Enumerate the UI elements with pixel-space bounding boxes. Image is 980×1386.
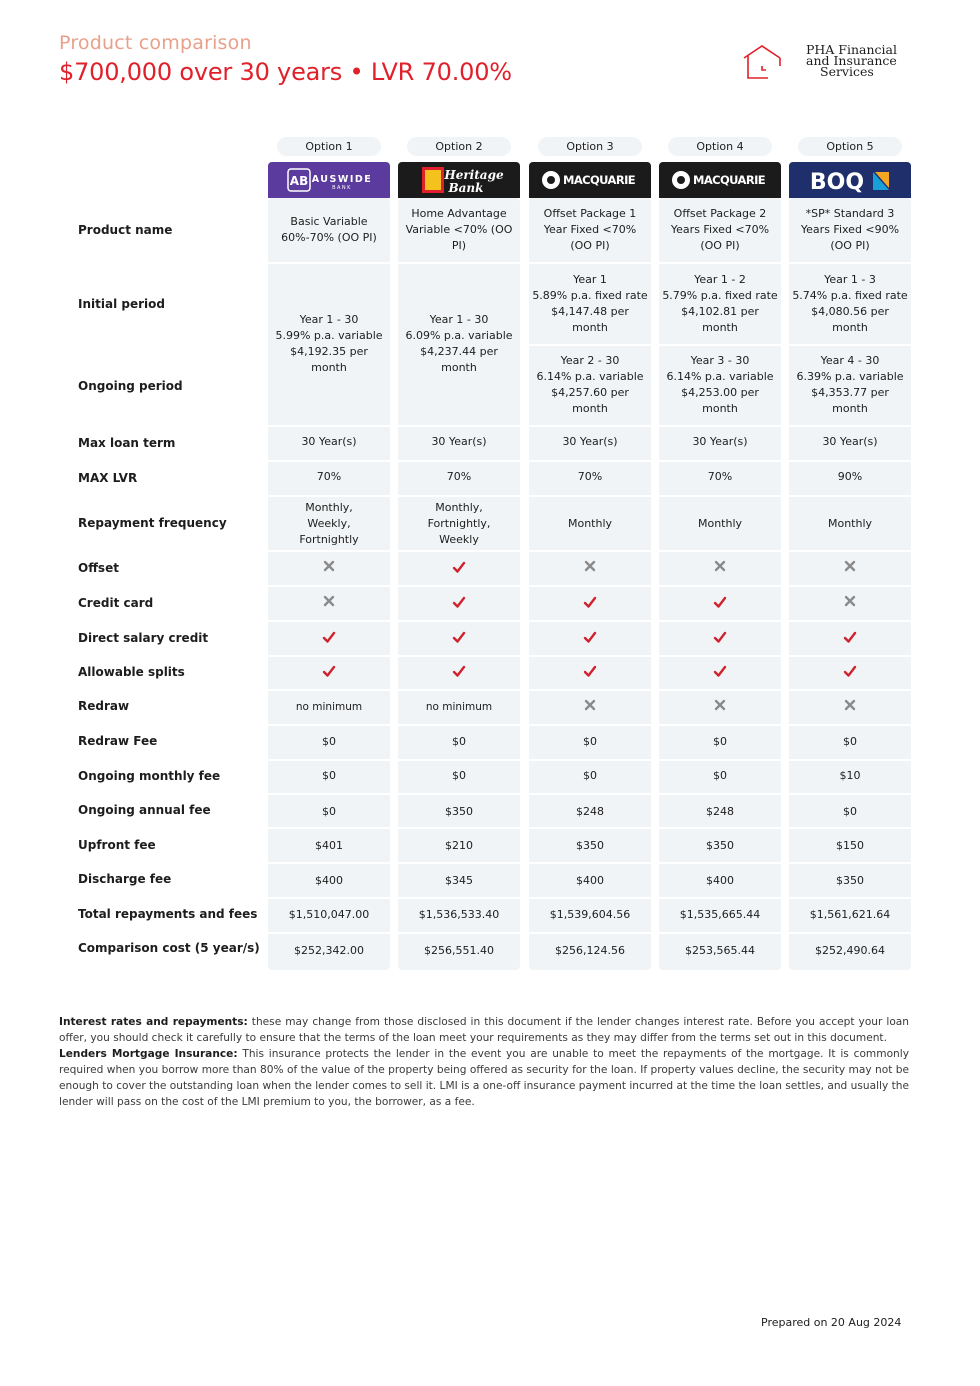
repayment-frequency-line: Monthly xyxy=(697,517,743,530)
row-divider xyxy=(398,655,520,657)
product-name-line: Basic Variable xyxy=(290,215,368,228)
period-details-line: $4,192.35 per xyxy=(290,345,368,358)
check-icon xyxy=(398,630,520,646)
max-lvr: 90% xyxy=(837,470,863,483)
auswide-logo-mark: AB xyxy=(289,174,309,188)
row-label-ongoing-period: Ongoing period xyxy=(78,379,183,393)
row-label-product-name: Product name xyxy=(78,223,173,237)
ongoing-period-line: 6.14% p.a. variable xyxy=(666,370,774,383)
row-divider xyxy=(789,759,911,761)
row-label-comparison-cost: Comparison cost (5 year/s) xyxy=(78,941,260,955)
cross-icon xyxy=(529,560,651,576)
comparison-cost: $253,565.44 xyxy=(685,944,755,957)
ongoing-annual-fee: $350 xyxy=(445,805,473,818)
row-divider xyxy=(659,897,781,899)
discharge-fee: $400 xyxy=(576,874,604,887)
row-divider xyxy=(268,620,390,622)
cross-icon xyxy=(789,560,911,576)
ongoing-period-line: month xyxy=(832,402,868,415)
row-divider xyxy=(398,827,520,829)
lender-logo xyxy=(398,162,520,198)
period-details-line: month xyxy=(311,361,347,374)
product-name-line: Years Fixed <70% xyxy=(670,223,770,236)
row-divider xyxy=(789,344,911,346)
row-divider xyxy=(789,862,911,864)
discharge-fee: $400 xyxy=(315,874,343,887)
period-details-line: Year 1 - 30 xyxy=(299,313,359,326)
rates-note-text: these may change from those disclosed in this document if the lender changes interest rate. Before you accept your loan offer, you should check it carefully to ensure that the terms of the loan meet your requirements as they may differ from the terms set out in this document. xyxy=(59,1016,910,1044)
repayment-frequency xyxy=(529,516,651,532)
initial-period-line: Year 1 - 2 xyxy=(694,273,746,286)
row-divider xyxy=(268,262,390,264)
row-divider xyxy=(789,460,911,462)
row-divider xyxy=(659,932,781,934)
initial-period-line: month xyxy=(832,321,868,334)
row-divider xyxy=(789,655,911,657)
boq-logo-text: BOQ xyxy=(809,170,865,195)
ongoing-period xyxy=(659,353,781,417)
total-repayments: $1,536,533.40 xyxy=(418,908,500,921)
discharge-fee: $345 xyxy=(445,874,473,887)
period-details xyxy=(398,312,520,376)
cross-icon xyxy=(659,699,781,715)
row-divider xyxy=(529,460,651,462)
row-divider xyxy=(789,425,911,427)
row-divider xyxy=(529,620,651,622)
period-details-line: 5.99% p.a. variable xyxy=(275,329,383,342)
product-name-line: (OO PI) xyxy=(700,239,740,252)
lmi-note-text: This insurance protects the lender in the event you are unable to meet the repayments of the mortgage. It is commonly required when you borrow more than 80% of the value of the property being offered as security for the loan. If property values decline, the security may not be enough to cover the outstanding loan when the lender comes to sell it. LMI is a one-off insurance payment incurred at the time the loan settles, and usually the lender will pass on the cost of the LMI premium to you, the borrower, as a fee. xyxy=(59,1048,909,1108)
repayment-frequency-line: Monthly xyxy=(567,517,613,530)
ongoing-annual-fee: $248 xyxy=(706,805,734,818)
initial-period-line: $4,147.48 per xyxy=(551,305,629,318)
initial-period xyxy=(529,272,651,336)
row-divider xyxy=(789,495,911,497)
option-label: Option 3 xyxy=(538,137,642,156)
cross-icon xyxy=(789,699,911,715)
period-details-line: $4,237.44 per xyxy=(420,345,498,358)
product-name-line: Year Fixed <70% xyxy=(543,223,637,236)
check-icon xyxy=(268,664,390,680)
macquarie-logo-text: MACQUARIE xyxy=(562,173,636,187)
discharge-fee: $400 xyxy=(706,874,734,887)
row-divider xyxy=(398,620,520,622)
row-divider xyxy=(268,932,390,934)
row-divider xyxy=(268,689,390,691)
row-divider xyxy=(659,862,781,864)
page-title: $700,000 over 30 years • LVR 70.00% xyxy=(59,58,512,86)
upfront-fee: $350 xyxy=(576,839,604,852)
row-divider xyxy=(398,759,520,761)
ongoing-period-line: Year 2 - 30 xyxy=(560,354,620,367)
discharge-fee: $350 xyxy=(836,874,864,887)
row-divider xyxy=(659,689,781,691)
row-divider xyxy=(398,585,520,587)
check-icon xyxy=(398,595,520,611)
cross-icon xyxy=(659,560,781,576)
row-label-credit-card: Credit card xyxy=(78,596,154,610)
max-loan-term: 30 Year(s) xyxy=(822,435,878,448)
redraw-fee: $0 xyxy=(452,735,466,748)
row-divider xyxy=(659,425,781,427)
product-name-line: 60%-70% (OO PI) xyxy=(281,231,377,244)
comparison-cost: $256,124.56 xyxy=(555,944,625,957)
check-icon xyxy=(529,630,651,646)
ongoing-period xyxy=(789,353,911,417)
row-divider xyxy=(529,585,651,587)
max-loan-term: 30 Year(s) xyxy=(301,435,357,448)
row-divider xyxy=(529,724,651,726)
check-icon xyxy=(398,664,520,680)
ongoing-annual-fee: $248 xyxy=(576,805,604,818)
product-name-line: (OO PI) xyxy=(830,239,870,252)
row-divider xyxy=(789,827,911,829)
repayment-frequency-line: Weekly xyxy=(439,533,479,546)
check-icon xyxy=(659,664,781,680)
row-divider xyxy=(529,793,651,795)
check-icon xyxy=(268,630,390,646)
check-icon xyxy=(789,664,911,680)
disclaimer-notes xyxy=(59,1014,909,1110)
product-name-line: Variable <70% (OO xyxy=(405,223,513,236)
row-divider xyxy=(529,862,651,864)
row-label-redraw-fee: Redraw Fee xyxy=(78,734,158,748)
period-details-line: Year 1 - 30 xyxy=(429,313,489,326)
product-name xyxy=(529,206,651,254)
row-label-offset: Offset xyxy=(78,561,119,575)
house-icon xyxy=(742,42,802,82)
row-divider xyxy=(789,262,911,264)
repayment-frequency-line: Weekly, xyxy=(307,517,351,530)
cross-icon xyxy=(529,699,651,715)
auswide-logo-text: AUSWIDE xyxy=(311,174,373,185)
initial-period-line: month xyxy=(572,321,608,334)
product-name xyxy=(789,206,911,254)
lender-logo xyxy=(268,162,390,198)
repayment-frequency xyxy=(659,516,781,532)
cross-icon xyxy=(268,595,390,611)
redraw: no minimum xyxy=(295,701,363,713)
product-name xyxy=(398,206,520,254)
prepared-date: Prepared on 20 Aug 2024 xyxy=(761,1316,902,1329)
auswide-logo-subtext: BANK xyxy=(332,185,352,191)
redraw: no minimum xyxy=(425,701,493,713)
row-divider xyxy=(789,689,911,691)
initial-period-line: $4,080.56 per xyxy=(811,305,889,318)
ongoing-monthly-fee: $10 xyxy=(839,769,861,782)
ongoing-period-line: 6.39% p.a. variable xyxy=(796,370,904,383)
row-divider xyxy=(789,585,911,587)
ongoing-period-line: $4,353.77 per xyxy=(811,386,889,399)
row-divider xyxy=(659,495,781,497)
row-divider xyxy=(529,759,651,761)
row-divider xyxy=(789,897,911,899)
macquarie-logo-text: MACQUARIE xyxy=(692,173,766,187)
check-icon xyxy=(529,595,651,611)
ongoing-period-line: Year 3 - 30 xyxy=(690,354,750,367)
repayment-frequency xyxy=(398,500,520,548)
lender-logo xyxy=(789,162,911,198)
initial-period xyxy=(789,272,911,336)
product-name-line: (OO PI) xyxy=(570,239,610,252)
product-name-line: Offset Package 1 xyxy=(543,207,637,220)
row-divider xyxy=(659,724,781,726)
row-divider xyxy=(268,460,390,462)
row-divider xyxy=(789,932,911,934)
row-label-initial-period: Initial period xyxy=(78,297,165,311)
row-divider xyxy=(659,550,781,552)
ongoing-monthly-fee: $0 xyxy=(583,769,597,782)
redraw-fee: $0 xyxy=(713,735,727,748)
row-divider xyxy=(789,724,911,726)
row-divider xyxy=(659,759,781,761)
row-divider xyxy=(268,495,390,497)
max-lvr: 70% xyxy=(577,470,603,483)
redraw-fee: $0 xyxy=(843,735,857,748)
option-label: Option 1 xyxy=(277,137,381,156)
max-loan-term: 30 Year(s) xyxy=(562,435,618,448)
ongoing-monthly-fee: $0 xyxy=(713,769,727,782)
row-divider xyxy=(659,585,781,587)
row-divider xyxy=(398,793,520,795)
initial-period-line: 5.79% p.a. fixed rate xyxy=(662,289,778,302)
ongoing-annual-fee: $0 xyxy=(322,805,336,818)
max-lvr: 70% xyxy=(446,470,472,483)
row-divider xyxy=(529,495,651,497)
row-divider xyxy=(398,932,520,934)
row-divider xyxy=(529,262,651,264)
row-divider xyxy=(529,425,651,427)
initial-period-line: 5.74% p.a. fixed rate xyxy=(792,289,908,302)
row-divider xyxy=(529,550,651,552)
row-divider xyxy=(529,932,651,934)
ongoing-monthly-fee: $0 xyxy=(322,769,336,782)
brand-logo xyxy=(742,42,912,82)
upfront-fee: $150 xyxy=(836,839,864,852)
max-lvr: 70% xyxy=(707,470,733,483)
period-details-line: 6.09% p.a. variable xyxy=(405,329,513,342)
product-name xyxy=(659,206,781,254)
row-label-direct-salary-credit: Direct salary credit xyxy=(78,631,209,645)
option-label: Option 4 xyxy=(668,137,772,156)
product-name-line: Home Advantage xyxy=(411,207,507,220)
row-label-repayment-frequency: Repayment frequency xyxy=(78,516,227,530)
initial-period-line: $4,102.81 per xyxy=(681,305,759,318)
check-icon xyxy=(398,560,520,576)
row-divider xyxy=(659,655,781,657)
row-divider xyxy=(398,460,520,462)
row-divider xyxy=(789,620,911,622)
redraw-fee: $0 xyxy=(322,735,336,748)
initial-period xyxy=(659,272,781,336)
upfront-fee: $401 xyxy=(315,839,343,852)
row-divider xyxy=(529,655,651,657)
row-divider xyxy=(659,827,781,829)
row-divider xyxy=(659,262,781,264)
row-divider xyxy=(398,262,520,264)
row-divider xyxy=(659,344,781,346)
row-divider xyxy=(659,620,781,622)
check-icon xyxy=(529,664,651,680)
row-label-allowable-splits: Allowable splits xyxy=(78,665,185,679)
repayment-frequency-line: Monthly xyxy=(827,517,873,530)
heritage-logo-subtext: Bank xyxy=(448,181,484,195)
repayment-frequency-line: Monthly, xyxy=(435,501,483,514)
row-label-total-repayments: Total repayments and fees xyxy=(78,907,258,921)
row-divider xyxy=(268,585,390,587)
total-repayments: $1,510,047.00 xyxy=(288,908,370,921)
initial-period-line: 5.89% p.a. fixed rate xyxy=(532,289,648,302)
product-name-line: PI) xyxy=(451,239,467,252)
rates-note-heading: Interest rates and repayments: xyxy=(59,1016,248,1028)
initial-period-line: month xyxy=(702,321,738,334)
row-divider xyxy=(398,495,520,497)
lender-logo xyxy=(659,162,781,198)
row-divider xyxy=(268,793,390,795)
row-divider xyxy=(268,897,390,899)
cross-icon xyxy=(268,560,390,576)
row-label-max-loan-term: Max loan term xyxy=(78,436,176,450)
row-divider xyxy=(398,689,520,691)
period-details-line: month xyxy=(441,361,477,374)
ongoing-period-line: $4,257.60 per xyxy=(551,386,629,399)
row-divider xyxy=(398,897,520,899)
row-label-discharge-fee: Discharge fee xyxy=(78,872,172,886)
redraw-fee: $0 xyxy=(583,735,597,748)
row-divider xyxy=(659,793,781,795)
row-divider xyxy=(268,862,390,864)
repayment-frequency xyxy=(268,500,390,548)
row-divider xyxy=(398,425,520,427)
row-label-redraw: Redraw xyxy=(78,699,130,713)
repayment-frequency-line: Fortnightly, xyxy=(427,517,491,530)
row-label-upfront-fee: Upfront fee xyxy=(78,838,156,852)
ongoing-period-line: Year 4 - 30 xyxy=(820,354,880,367)
row-divider xyxy=(529,344,651,346)
max-loan-term: 30 Year(s) xyxy=(692,435,748,448)
option-label: Option 5 xyxy=(798,137,902,156)
row-divider xyxy=(398,724,520,726)
row-divider xyxy=(529,827,651,829)
comparison-cost: $252,342.00 xyxy=(294,944,364,957)
repayment-frequency-line: Fortnightly xyxy=(299,533,359,546)
product-name xyxy=(268,214,390,246)
ongoing-annual-fee: $0 xyxy=(843,805,857,818)
brand-line-1: PHA Financial xyxy=(806,42,897,57)
cross-icon xyxy=(789,595,911,611)
ongoing-period-line: 6.14% p.a. variable xyxy=(536,370,644,383)
ongoing-period-line: month xyxy=(702,402,738,415)
total-repayments: $1,539,604.56 xyxy=(549,908,631,921)
check-icon xyxy=(659,595,781,611)
lender-logo xyxy=(529,162,651,198)
lmi-note-heading: Lenders Mortgage Insurance: xyxy=(59,1048,238,1060)
row-divider xyxy=(789,793,911,795)
repayment-frequency xyxy=(789,516,911,532)
comparison-cost: $256,551.40 xyxy=(424,944,494,957)
row-divider xyxy=(659,460,781,462)
row-divider xyxy=(529,897,651,899)
row-label-max-lvr: MAX LVR xyxy=(78,471,138,485)
row-divider xyxy=(268,759,390,761)
row-divider xyxy=(398,862,520,864)
row-divider xyxy=(268,550,390,552)
row-label-ongoing-annual-fee: Ongoing annual fee xyxy=(78,803,211,817)
row-divider xyxy=(789,550,911,552)
row-divider xyxy=(268,655,390,657)
option-label: Option 2 xyxy=(407,137,511,156)
initial-period-line: Year 1 xyxy=(573,273,607,286)
heritage-logo-text: Heritage xyxy=(444,168,504,182)
max-lvr: 70% xyxy=(316,470,342,483)
total-repayments: $1,535,665.44 xyxy=(679,908,761,921)
max-loan-term: 30 Year(s) xyxy=(431,435,487,448)
ongoing-period-line: $4,253.00 per xyxy=(681,386,759,399)
page-subtitle: Product comparison xyxy=(59,32,252,54)
product-name-line: Offset Package 2 xyxy=(673,207,767,220)
upfront-fee: $350 xyxy=(706,839,734,852)
row-divider xyxy=(398,550,520,552)
total-repayments: $1,561,621.64 xyxy=(809,908,891,921)
ongoing-monthly-fee: $0 xyxy=(452,769,466,782)
repayment-frequency-line: Monthly, xyxy=(305,501,353,514)
product-name-line: *SP* Standard 3 xyxy=(805,207,895,220)
period-details xyxy=(268,312,390,376)
row-divider xyxy=(268,724,390,726)
initial-period-line: Year 1 - 3 xyxy=(824,273,876,286)
product-name-line: Years Fixed <90% xyxy=(800,223,900,236)
check-icon xyxy=(659,630,781,646)
row-label-ongoing-monthly-fee: Ongoing monthly fee xyxy=(78,769,221,783)
comparison-cost: $252,490.64 xyxy=(815,944,885,957)
row-divider xyxy=(268,425,390,427)
row-divider xyxy=(529,689,651,691)
upfront-fee: $210 xyxy=(445,839,473,852)
brand-line-3: Services xyxy=(820,64,874,79)
row-divider xyxy=(268,827,390,829)
check-icon xyxy=(789,630,911,646)
ongoing-period xyxy=(529,353,651,417)
ongoing-period-line: month xyxy=(572,402,608,415)
brand-line-2: and Insurance xyxy=(806,53,897,68)
